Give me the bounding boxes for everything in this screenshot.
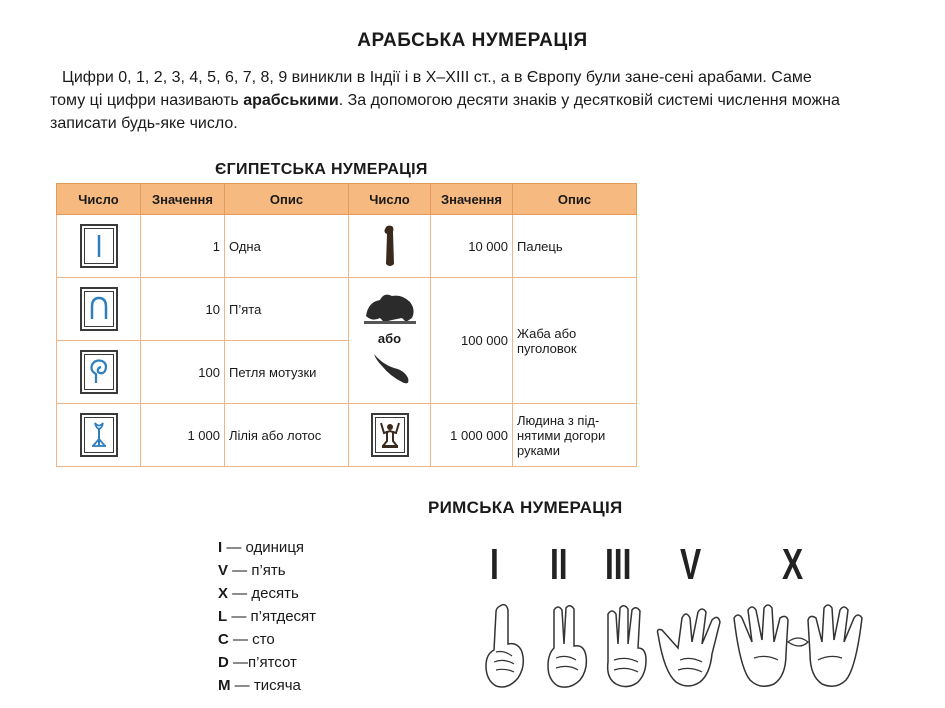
roman-meaning: — тисяча xyxy=(230,677,301,694)
value-cell: 1 000 xyxy=(141,404,225,467)
header-number: Число xyxy=(57,184,141,215)
hands-crossed-x-icon xyxy=(730,598,866,694)
arabic-text-bold: арабськими xyxy=(243,92,339,109)
or-label: або xyxy=(377,331,402,346)
raised-arms-man-glyph-icon xyxy=(371,413,409,457)
roman-numeral-one: I xyxy=(490,540,499,589)
value-cell: 100 000 xyxy=(431,278,513,404)
description-cell: Петля мотузки xyxy=(225,341,349,404)
egyptian-title: ЄГИПЕТСЬКА НУМЕРАЦІЯ xyxy=(215,161,428,178)
roman-symbol: I xyxy=(218,539,223,556)
roman-symbol: C xyxy=(218,631,229,648)
rope-coil-glyph-icon xyxy=(80,350,118,394)
glyph-cell xyxy=(57,341,141,404)
roman-symbol: D xyxy=(218,654,229,671)
table-row xyxy=(57,278,637,341)
list-item xyxy=(218,674,316,697)
value-cell: 10 xyxy=(141,278,225,341)
header-value-2: Значення xyxy=(431,184,513,215)
arabic-text-part2: . За допомогою десяти знаків у десятковій системі числення можна записати будь-яке число. xyxy=(50,92,840,132)
list-item xyxy=(218,559,316,582)
description-cell: Одна xyxy=(225,215,349,278)
value-cell: 1 000 000 xyxy=(431,404,513,467)
list-item xyxy=(218,582,316,605)
list-item xyxy=(218,605,316,628)
glyph-cell xyxy=(349,215,431,278)
roman-title: РИМСЬКА НУМЕРАЦІЯ xyxy=(428,498,623,517)
list-item xyxy=(218,628,316,651)
header-description-2: Опис xyxy=(513,184,637,215)
glyph-cell xyxy=(349,404,431,467)
description-cell: П’ята xyxy=(225,278,349,341)
table-row xyxy=(57,215,637,278)
description-cell: Людина з під-нятими догори руками xyxy=(513,404,637,467)
header-description: Опис xyxy=(225,184,349,215)
roman-symbol: M xyxy=(218,677,231,694)
header-value: Значення xyxy=(141,184,225,215)
roman-numeral-three: III xyxy=(605,540,632,589)
hand-three-fingers-icon xyxy=(600,600,656,692)
list-item xyxy=(218,651,316,674)
frog-glyph-icon xyxy=(362,288,418,326)
value-cell: 100 xyxy=(141,341,225,404)
description-cell: Палець xyxy=(513,215,637,278)
description-cell: Лілія або лотос xyxy=(225,404,349,467)
roman-meaning: — сто xyxy=(228,631,275,648)
arabic-title: АРАБСЬКА НУМЕРАЦІЯ xyxy=(357,30,588,51)
description-cell: Жаба або пуголовок xyxy=(513,278,637,404)
table-header-row xyxy=(57,184,637,215)
roman-numeral-five: V xyxy=(680,540,702,589)
glyph-cell xyxy=(349,278,431,404)
roman-symbol: V xyxy=(218,562,229,579)
roman-meaning: — одиниця xyxy=(222,539,305,556)
header-number-2: Число xyxy=(349,184,431,215)
finger-glyph-icon xyxy=(375,222,405,270)
roman-symbol: L xyxy=(218,608,228,625)
tadpole-glyph-icon xyxy=(368,350,412,390)
egyptian-table xyxy=(56,183,637,467)
roman-symbol: X xyxy=(218,585,229,602)
glyph-cell xyxy=(57,278,141,341)
hand-two-fingers-icon xyxy=(540,600,596,692)
hand-open-v-icon xyxy=(652,598,728,692)
arabic-text-part1: Цифри 0, 1, 2, 3, 4, 5, 6, 7, 8, 9 виникли в Індії і в X–XIII ст., а в Європу були зане-сені арабами. Саме тому ці цифри називають xyxy=(50,69,812,109)
glyph-cell xyxy=(57,215,141,278)
roman-list xyxy=(218,536,316,697)
value-cell: 10 000 xyxy=(431,215,513,278)
roman-meaning: —п’ятсот xyxy=(228,654,297,671)
roman-meaning: — десять xyxy=(228,585,299,602)
roman-numeral-ten: X xyxy=(782,540,804,589)
arabic-paragraph xyxy=(50,66,840,135)
lotus-glyph-icon xyxy=(80,413,118,457)
roman-meaning: — п’ятдесят xyxy=(227,608,317,625)
glyph-cell xyxy=(57,404,141,467)
hand-one-finger-icon xyxy=(478,600,534,692)
table-row xyxy=(57,404,637,467)
roman-numeral-two: II xyxy=(550,540,568,589)
roman-meaning: — п’ять xyxy=(228,562,286,579)
list-item xyxy=(218,536,316,559)
heel-bone-glyph-icon xyxy=(80,287,118,331)
value-cell: 1 xyxy=(141,215,225,278)
stroke-glyph-icon xyxy=(80,224,118,268)
